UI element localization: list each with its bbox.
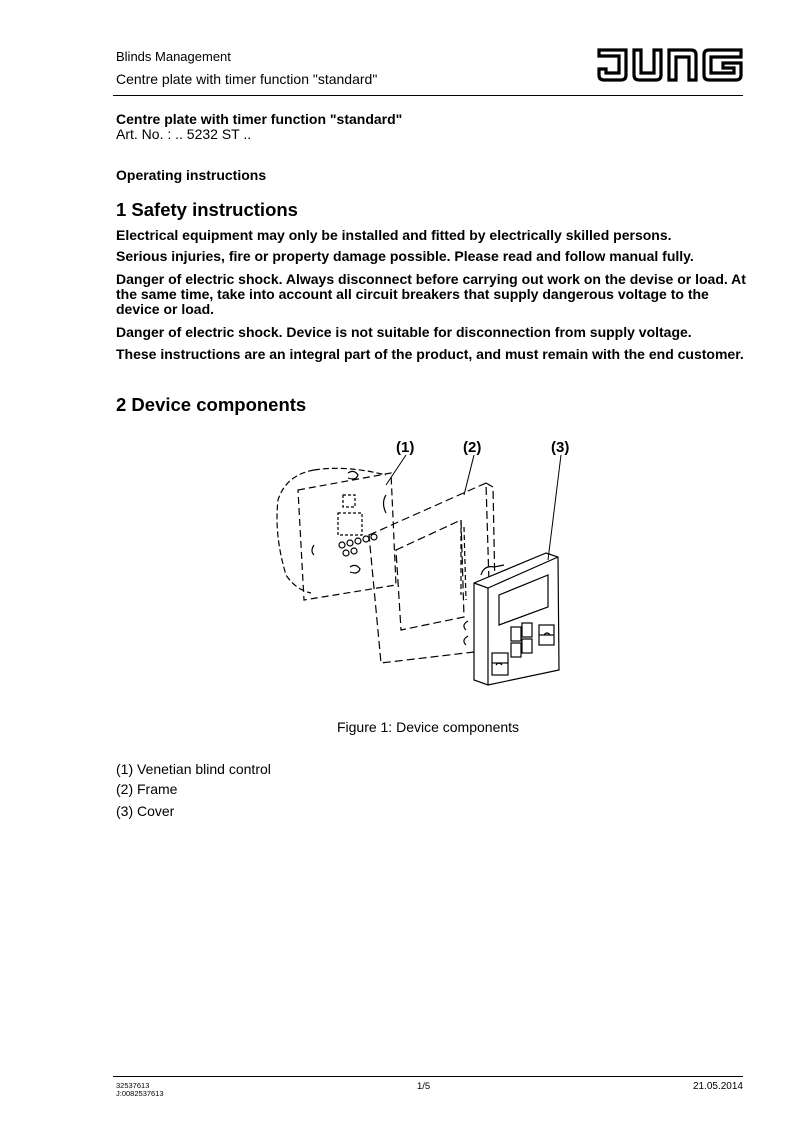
footer-divider xyxy=(113,1076,743,1077)
safety-paragraph: Danger of electric shock. Device is not suitable for disconnection from supply voltage. xyxy=(116,324,692,340)
jung-logo xyxy=(596,46,744,84)
footer-date: 21.05.2014 xyxy=(692,1081,743,1092)
footer-document-number: 32537613 xyxy=(116,1081,150,1090)
safety-paragraph: Electrical equipment may only be installed and fitted by electrically skilled persons. xyxy=(116,227,672,243)
section-heading-components: 2 Device components xyxy=(116,394,307,415)
safety-paragraph: These instructions are an integral part of the product, and must remain with the end customer. xyxy=(116,346,744,362)
footer-job-number: J:0082537613 xyxy=(116,1089,164,1098)
exploded-view-drawing xyxy=(256,435,591,710)
header-divider xyxy=(113,95,743,96)
component-item: (3) Cover xyxy=(116,803,175,819)
figure-label-3: (3) xyxy=(551,439,570,456)
header-category: Blinds Management xyxy=(116,49,231,64)
safety-paragraph: Danger of electric shock. Always disconnect before carrying out work on the devise or load. At the same time, take into account all circuit breakers that supply dangerous voltage to the device or load. xyxy=(116,271,746,317)
operating-instructions-title: Operating instructions xyxy=(116,167,267,183)
footer-page-number: 1/5 xyxy=(417,1081,431,1092)
leader-line-1 xyxy=(386,455,406,485)
leader-line-3 xyxy=(548,455,561,560)
figure-label-2: (2) xyxy=(463,439,482,456)
figure-label-1: (1) xyxy=(396,439,415,456)
section-heading-safety: 1 Safety instructions xyxy=(116,199,298,220)
component-item: (2) Frame xyxy=(116,781,178,797)
component-item: (1) Venetian blind control xyxy=(116,761,271,777)
article-number: Art. No. : .. 5232 ST .. xyxy=(116,126,252,142)
safety-paragraph: Serious injuries, fire or property damage possible. Please read and follow manual fully. xyxy=(116,248,694,264)
device-components-figure xyxy=(256,435,591,710)
product-name: Centre plate with timer function "standard" xyxy=(116,111,403,127)
figure-caption: Figure 1: Device components xyxy=(336,719,520,735)
header-title: Centre plate with timer function "standard" xyxy=(116,71,378,87)
